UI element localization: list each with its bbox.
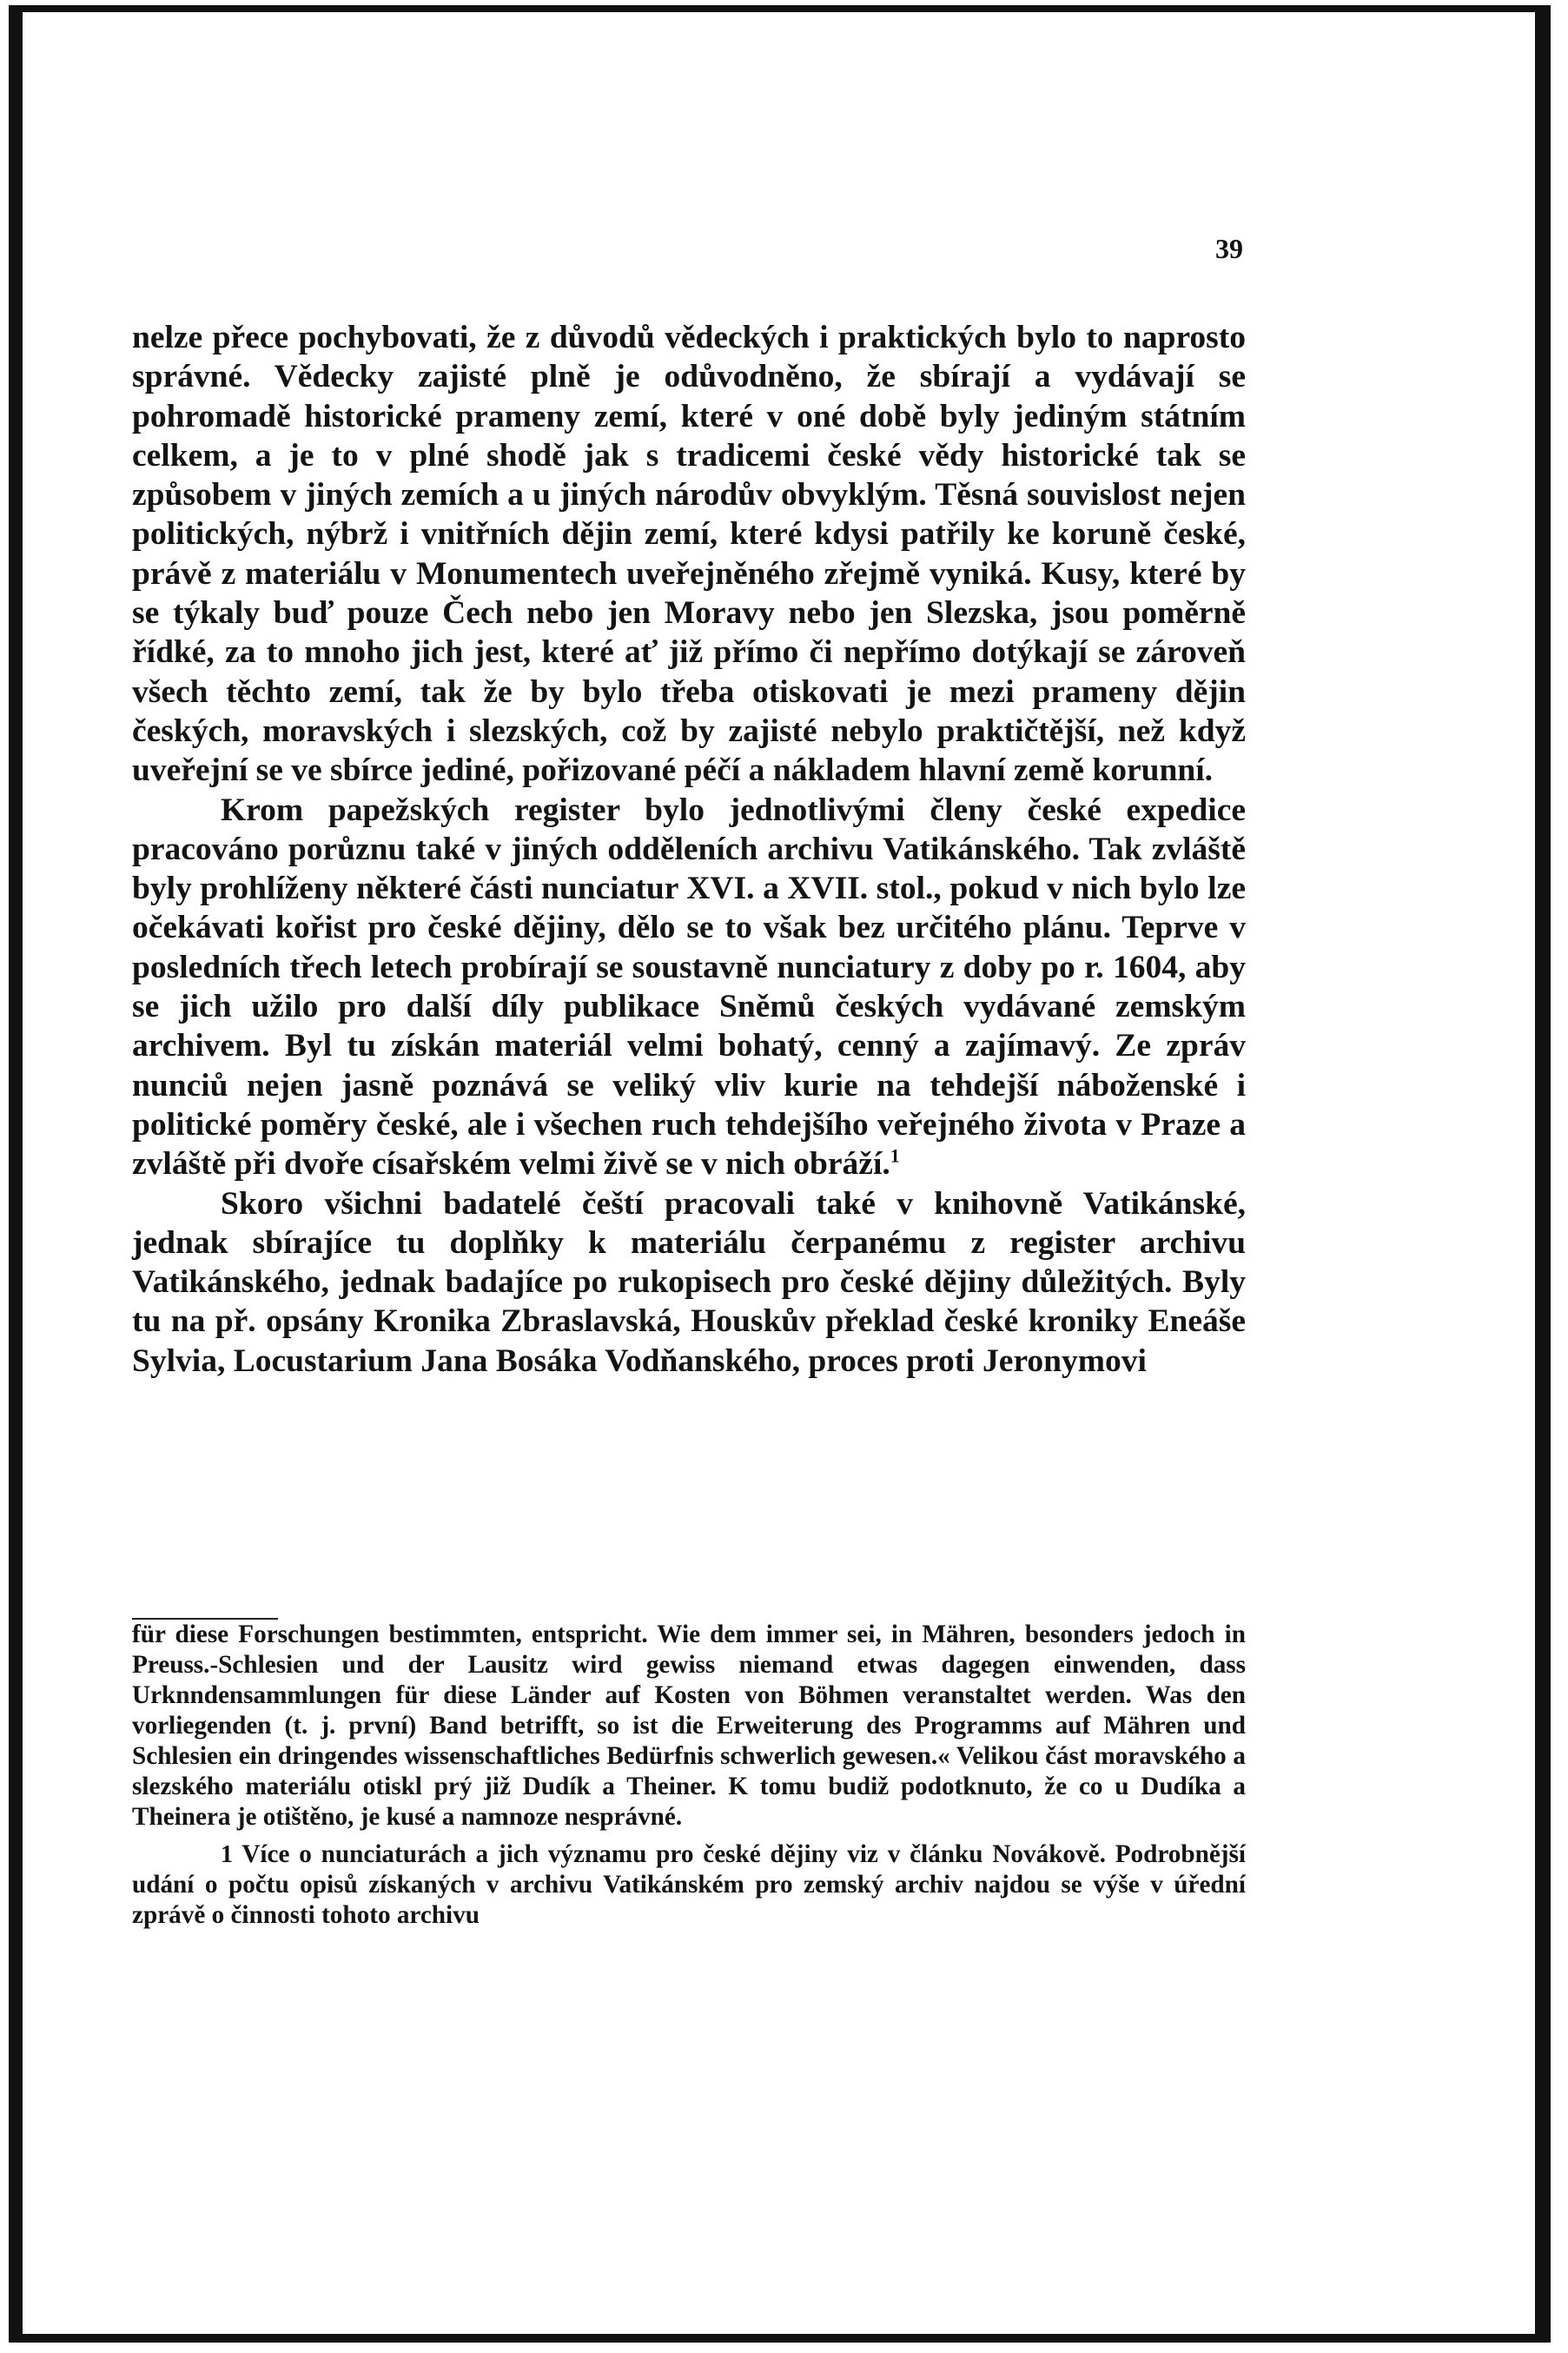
page-number: 39 [1215, 233, 1243, 264]
main-text [132, 318, 1246, 1381]
paragraph-3: Skoro všichni badatelé čeští pracovali také v knihovně Vatikánské, jednak sbírajíce tu doplňky k materiálu čerpanému z register archivu Vatikánského, jednak badajíce po rukopisech pro české dějiny důležitých. Byly tu na př. opsány Kronika Zbraslavská, Houskův překlad české kroniky Eneáše Sylvia, Locustarium Jana Bosáka Vodňanského, proces proti Jeronymovi [132, 1185, 1246, 1379]
footnote-number: 1 [221, 1841, 233, 1868]
footnote-1-text: Více o nunciaturách a jich významu pro české dějiny viz v článku Novákově. Podrobnější udání o počtu opisů získaných v archivu Vatikánském pro zemský archiv najdou se výše v úřední zprávě o činnosti tohoto archivu [132, 1840, 1246, 1929]
paragraph-2 [132, 791, 1246, 1184]
paragraph-1: nelze přece pochybovati, že z důvodů vědeckých i praktických bylo to naprosto správné. Vědecky zajisté plně je odůvodněno, že sbírají a vydávají se pohromadě historické prameny zemí, které v oné době byly jediným státním celkem, a je to v plné shodě jak s tradicemi české vědy historické tak se způsobem v jiných zemích a u jiných národův obvyklým. Těsná souvislost nejen politických, nýbrž i vnitřních dějin zemí, které kdysi patřily ke koruně české, právě z materiálu v Monumentech uveřejněného zřejmě vyniká. Kusy, které by se týkaly buď pouze Čech nebo jen Moravy nebo jen Slezska, jsou poměrně řídké, za to mnoho jich jest, které ať již přímo či nepřímo dotýkají se zároveň všech těchto zemí, tak že by bylo třeba otiskovati je mezi prameny dějin českých, moravských i slezských, což by zajisté nebylo praktičtější, než když uveřejní se ve sbírce jediné, pořizované péčí a nákladem hlavní země korunní. [132, 320, 1246, 789]
footnote-1 [132, 1839, 1246, 1931]
footnote-continued: für diese Forschungen bestimmten, entspricht. Wie dem immer sei, in Mähren, besonders jedoch in Preuss.-Schlesien und der Lausitz wird gewiss niemand etwas dagegen einwenden, dass Urknndensammlungen für diese Länder auf Kosten von Böhmen veranstaltet werden. Was den vorliegenden (t. j. první) Band betrifft, so ist die Erweiterung des Programms auf Mähren und Schlesien ein dringendes wissenschaftliches Bedürfnis schwerlich gewesen.« Velikou část moravského a slezského materiálu otiskl prý již Dudík a Theiner. K tomu budiž podotknuto, že co u Dudíka a Theinera je otištěno, je kusé a namnoze nesprávné. [132, 1621, 1246, 1831]
paragraph-2-text: Krom papežských register bylo jednotlivými členy české expedice pracováno porůznu také v jiných odděleních archivu Vatikánského. Tak zvláště byly prohlíženy některé části nunciatur XVI. a XVII. stol., pokud v nich bylo lze očekávati kořist pro české dějiny, dělo se to však bez určitého plánu. Teprve v posledních třech letech probírají se soustavně nunciatury z doby po r. 1604, aby se jich užilo pro další díly publikace Sněmů českých vydávané zemským archivem. Byl tu získán materiál velmi bohatý, cenný a zajímavý. Ze zpráv nunciů nejen jasně poznává se veliký vliv kurie na tehdejší náboženské i politické poměry české, ale i všechen ruch tehdejšího veřejného života v Praze a zvláště při dvoře císařském velmi živě se v nich obráží. [132, 792, 1246, 1183]
footnotes [132, 1620, 1246, 1931]
footnote-reference: 1 [890, 1144, 900, 1167]
